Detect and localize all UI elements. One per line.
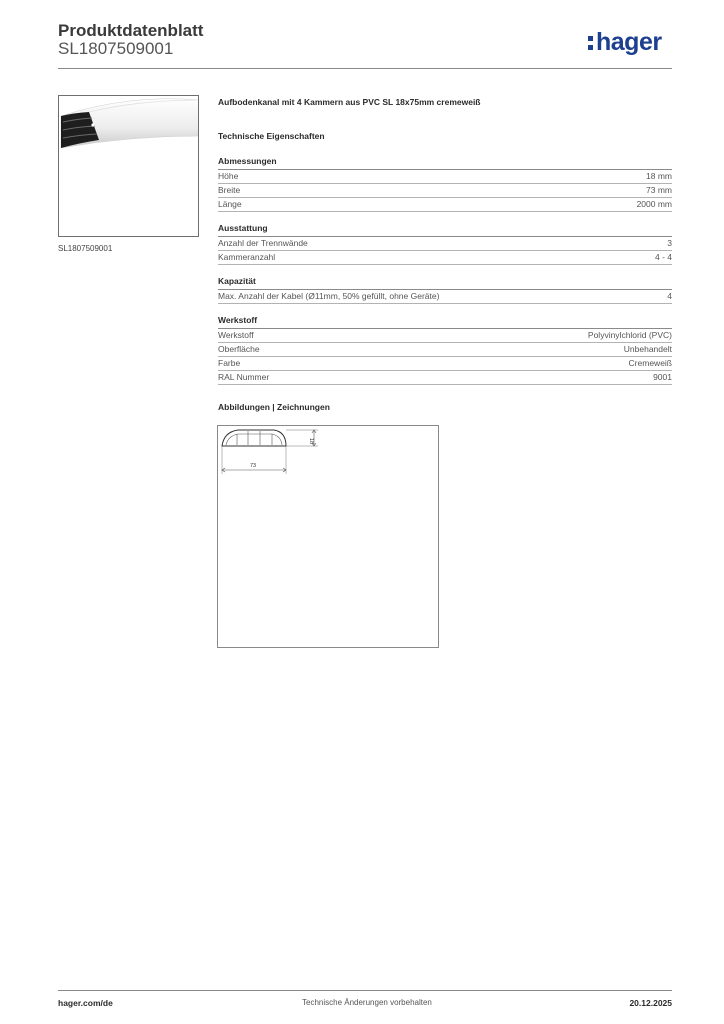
- width-dimension-label: 73: [250, 463, 257, 469]
- product-image-caption: SL1807509001: [58, 244, 113, 253]
- spec-row: [218, 343, 672, 357]
- spec-row: [218, 198, 672, 212]
- drawings-heading: Abbildungen | Zeichnungen: [218, 402, 330, 412]
- tech-properties-heading: Technische Eigenschaften: [218, 131, 325, 141]
- technical-drawing: [217, 425, 439, 648]
- spec-row: [218, 371, 672, 385]
- spec-label: Max. Anzahl der Kabel (Ø11mm, 50% gefüllt, ohne Geräte): [218, 291, 440, 301]
- spec-value: 73 mm: [646, 185, 672, 195]
- spec-label: Höhe: [218, 171, 239, 181]
- logo-dots-icon: [588, 32, 594, 51]
- footer-disclaimer: Technische Änderungen vorbehalten: [302, 998, 432, 1007]
- spec-row: [218, 251, 672, 265]
- spec-value: 4 - 4: [654, 252, 672, 262]
- footer-date: 20.12.2025: [629, 998, 672, 1008]
- group-title: Werkstoff: [218, 315, 672, 329]
- group-title: Ausstattung: [218, 223, 672, 237]
- group-material: [218, 315, 672, 385]
- height-dimension-label: 18: [308, 438, 314, 445]
- spec-value: 9001: [653, 372, 672, 382]
- spec-row: [218, 290, 672, 304]
- header-divider: [58, 68, 672, 69]
- spec-value: 4: [667, 291, 672, 301]
- spec-label: Werkstoff: [218, 330, 254, 340]
- spec-value: Cremeweiß: [628, 358, 672, 368]
- cross-section-drawing-icon: [218, 426, 440, 649]
- spec-row: [218, 357, 672, 371]
- hager-logo: [588, 28, 662, 57]
- group-capacity: [218, 276, 672, 304]
- spec-row: [218, 237, 672, 251]
- footer-website-link[interactable]: hager.com/de: [58, 998, 113, 1008]
- spec-row: [218, 170, 672, 184]
- spec-row: [218, 184, 672, 198]
- spec-label: Länge: [218, 199, 242, 209]
- footer-divider: [58, 990, 672, 991]
- cable-duct-photo-icon: [59, 96, 199, 237]
- spec-label: Kammeranzahl: [218, 252, 276, 262]
- spec-label: Anzahl der Trennwände: [218, 238, 308, 248]
- spec-label: Oberfläche: [218, 344, 260, 354]
- spec-value: 18 mm: [646, 171, 672, 181]
- group-title: Abmessungen: [218, 156, 672, 170]
- article-number: SL1807509001: [58, 39, 174, 58]
- product-description: Aufbodenkanal mit 4 Kammern aus PVC SL 18x75mm cremeweiß: [218, 97, 481, 107]
- group-title: Kapazität: [218, 276, 672, 290]
- spec-label: Farbe: [218, 358, 241, 368]
- spec-value: 2000 mm: [636, 199, 672, 209]
- logo-text: hager: [596, 28, 662, 56]
- spec-label: RAL Nummer: [218, 372, 270, 382]
- page-title: Produktdatenblatt: [58, 21, 204, 40]
- spec-value: Unbehandelt: [623, 344, 672, 354]
- product-image: [58, 95, 199, 237]
- group-dimensions: [218, 156, 672, 212]
- group-equipment: [218, 223, 672, 265]
- spec-row: [218, 329, 672, 343]
- spec-value: Polyvinylchlorid (PVC): [587, 330, 672, 340]
- spec-label: Breite: [218, 185, 241, 195]
- spec-section: [218, 97, 672, 414]
- spec-value: 3: [667, 238, 672, 248]
